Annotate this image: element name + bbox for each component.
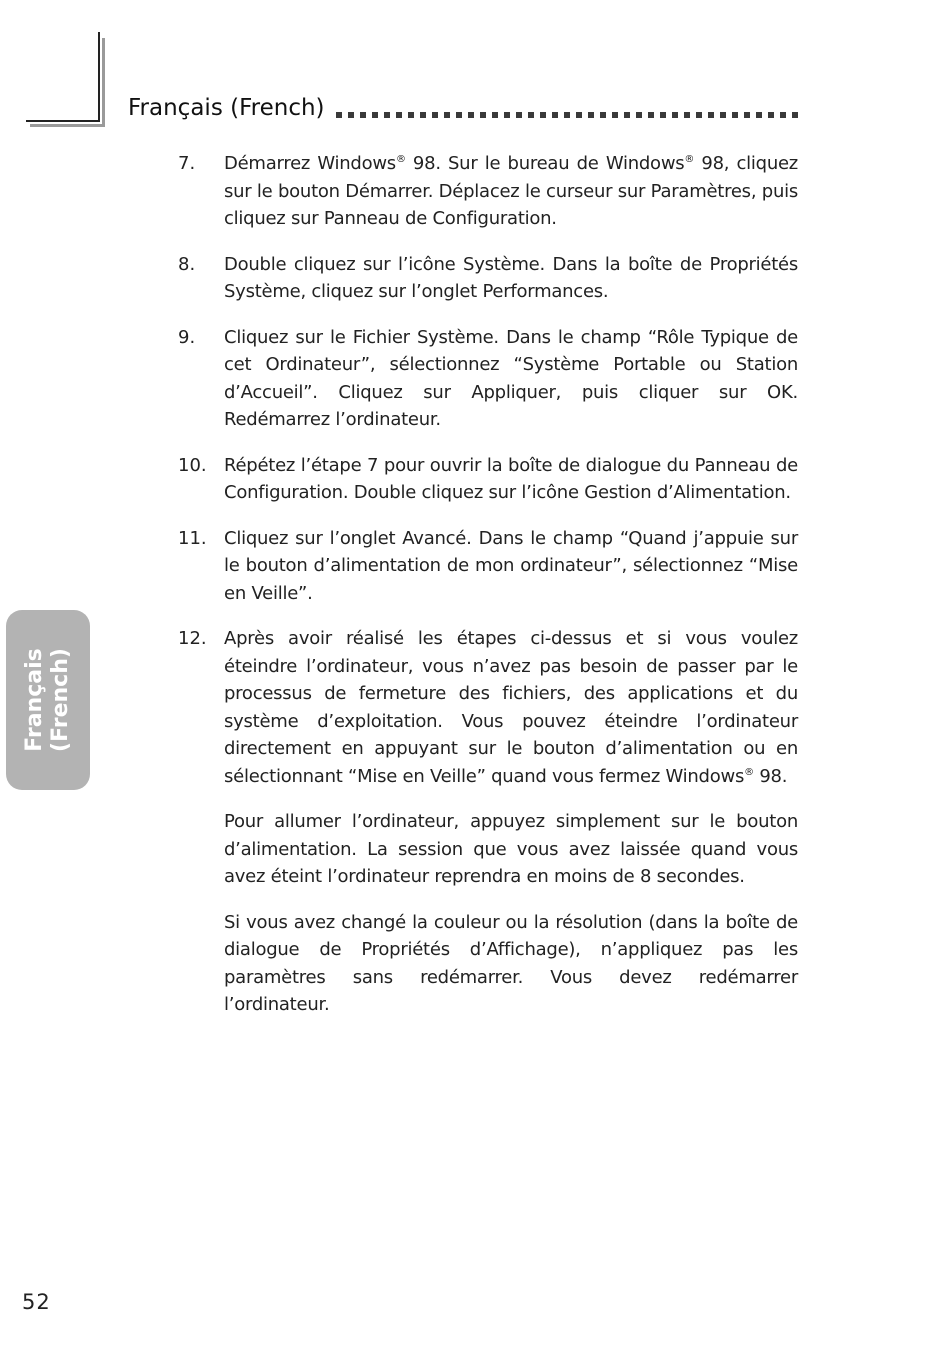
note-paragraph: Pour allumer l’ordinateur, appuyez simplement sur le bouton d’alimentation. La session que vous avez laissée quand vous avez éteint l’ordinateur reprendra en moins de 8 secondes. xyxy=(224,811,798,887)
leader-dot xyxy=(792,112,798,118)
leader-dot xyxy=(468,112,474,118)
leader-dot xyxy=(456,112,462,118)
leader-dot xyxy=(540,112,546,118)
leader-dot xyxy=(672,112,678,118)
step-number: 12. xyxy=(178,628,207,649)
leader-dot xyxy=(768,112,774,118)
leader-dot xyxy=(660,112,666,118)
leader-dot xyxy=(552,112,558,118)
instructions-body xyxy=(178,150,798,1037)
leader-dot xyxy=(444,112,450,118)
crop-mark-shadow xyxy=(30,124,105,127)
step-text-part: 98. Sur le bureau de Windows xyxy=(405,153,685,174)
leader-dot xyxy=(528,112,534,118)
leader-dot xyxy=(432,112,438,118)
leader-dot xyxy=(564,112,570,118)
corner-crop-mark xyxy=(26,32,106,126)
step-text xyxy=(224,150,798,233)
step-number: 10. xyxy=(178,454,207,476)
leader-dot xyxy=(756,112,762,118)
leader-dot xyxy=(420,112,426,118)
note-paragraph: Si vous avez changé la couleur ou la résolution (dans la boîte de dialogue de Propriétés d’Affichage), n’appliquez pas les paramètres sans redémarrer. Vous devez redémarrer l’ordinateur. xyxy=(224,911,798,1015)
section-header xyxy=(128,92,800,124)
step-number: 11. xyxy=(178,527,207,549)
leader-dot xyxy=(624,112,630,118)
leader-dot xyxy=(384,112,390,118)
side-tab-label xyxy=(22,610,74,790)
section-title: Français (French) xyxy=(128,95,325,121)
leader-dot xyxy=(612,112,618,118)
leader-dot xyxy=(720,112,726,118)
step-text: Double cliquez sur l’icône Système. Dans la boîte de Propriétés Système, cliquez sur l’onglet Performances. xyxy=(224,253,798,302)
step-item-11 xyxy=(178,525,798,608)
leader-dot xyxy=(732,112,738,118)
step-text-part: Après avoir réalisé les étapes ci-dessus et si vous voulez éteindre l’ordinateur, vous n’avez pas besoin de passer par le processus de fermeture des fichiers, des applications et du système d’exploitation. Vous pouvez éteindre l’ordinateur directement en appuyant sur le bouton d’alimentation ou en sélectionnant “Mise en Veille” quand vous fermez Windows xyxy=(224,628,798,787)
leader-dot xyxy=(708,112,714,118)
leader-dot xyxy=(408,112,414,118)
crop-mark-line xyxy=(26,120,100,122)
step-item-7 xyxy=(178,150,798,233)
step-text xyxy=(224,625,798,790)
side-tab-line: Français xyxy=(22,648,47,752)
registered-mark: ® xyxy=(684,154,695,165)
leader-dot xyxy=(504,112,510,118)
step-text-part: 98. xyxy=(753,765,788,787)
leader-dot xyxy=(696,112,702,118)
leader-dot xyxy=(360,112,366,118)
leader-dot xyxy=(576,112,582,118)
leader-dot xyxy=(780,112,786,118)
leader-dot xyxy=(492,112,498,118)
crop-mark-shadow xyxy=(102,38,105,126)
leader-dot xyxy=(648,112,654,118)
registered-mark: ® xyxy=(395,154,406,165)
leader-dot xyxy=(600,112,606,118)
step-text-part: 98, cliquez sur le bouton Démarrer. Déplacez le curseur sur Paramètres, puis cliquez sur Panneau de Configuration. xyxy=(224,153,798,229)
registered-mark: ® xyxy=(744,766,754,778)
step-text: Cliquez sur le Fichier Système. Dans le champ “Rôle Typique de cet Ordinateur”, sélectionnez “Système Portable ou Station d’Accueil”. Cliquez sur Appliquer, puis cliquer sur OK. Redémarrez l’ordinateur. xyxy=(224,326,798,430)
leader-dot xyxy=(516,112,522,118)
step-item-8 xyxy=(178,251,798,306)
step-number: 7. xyxy=(178,153,196,174)
step-item-10 xyxy=(178,452,798,507)
step-number: 8. xyxy=(178,253,196,275)
dot-leader-graphic xyxy=(336,110,798,120)
leader-dot xyxy=(636,112,642,118)
side-tab-line: (French) xyxy=(48,648,73,752)
header-dot-leader xyxy=(336,110,798,120)
step-item-12 xyxy=(178,625,798,790)
language-side-tab xyxy=(6,610,90,790)
page-number: 52 xyxy=(22,1290,51,1314)
step-text: Cliquez sur l’onglet Avancé. Dans le champ “Quand j’appuie sur le bouton d’alimentation de mon ordinateur”, sélectionnez “Mise en Veille”. xyxy=(224,527,798,604)
leader-dot xyxy=(480,112,486,118)
step-text: Répétez l’étape 7 pour ouvrir la boîte de dialogue du Panneau de Configuration. Double cliquez sur l’icône Gestion d’Alimentation. xyxy=(224,454,798,503)
leader-dot xyxy=(588,112,594,118)
leader-dot xyxy=(744,112,750,118)
leader-dot xyxy=(336,112,342,118)
leader-dot xyxy=(348,112,354,118)
leader-dot xyxy=(372,112,378,118)
crop-mark-line xyxy=(98,32,100,122)
step-item-9 xyxy=(178,324,798,434)
step-text-part: Démarrez Windows xyxy=(224,153,396,174)
step-number: 9. xyxy=(178,326,196,348)
leader-dot xyxy=(396,112,402,118)
leader-dot xyxy=(684,112,690,118)
